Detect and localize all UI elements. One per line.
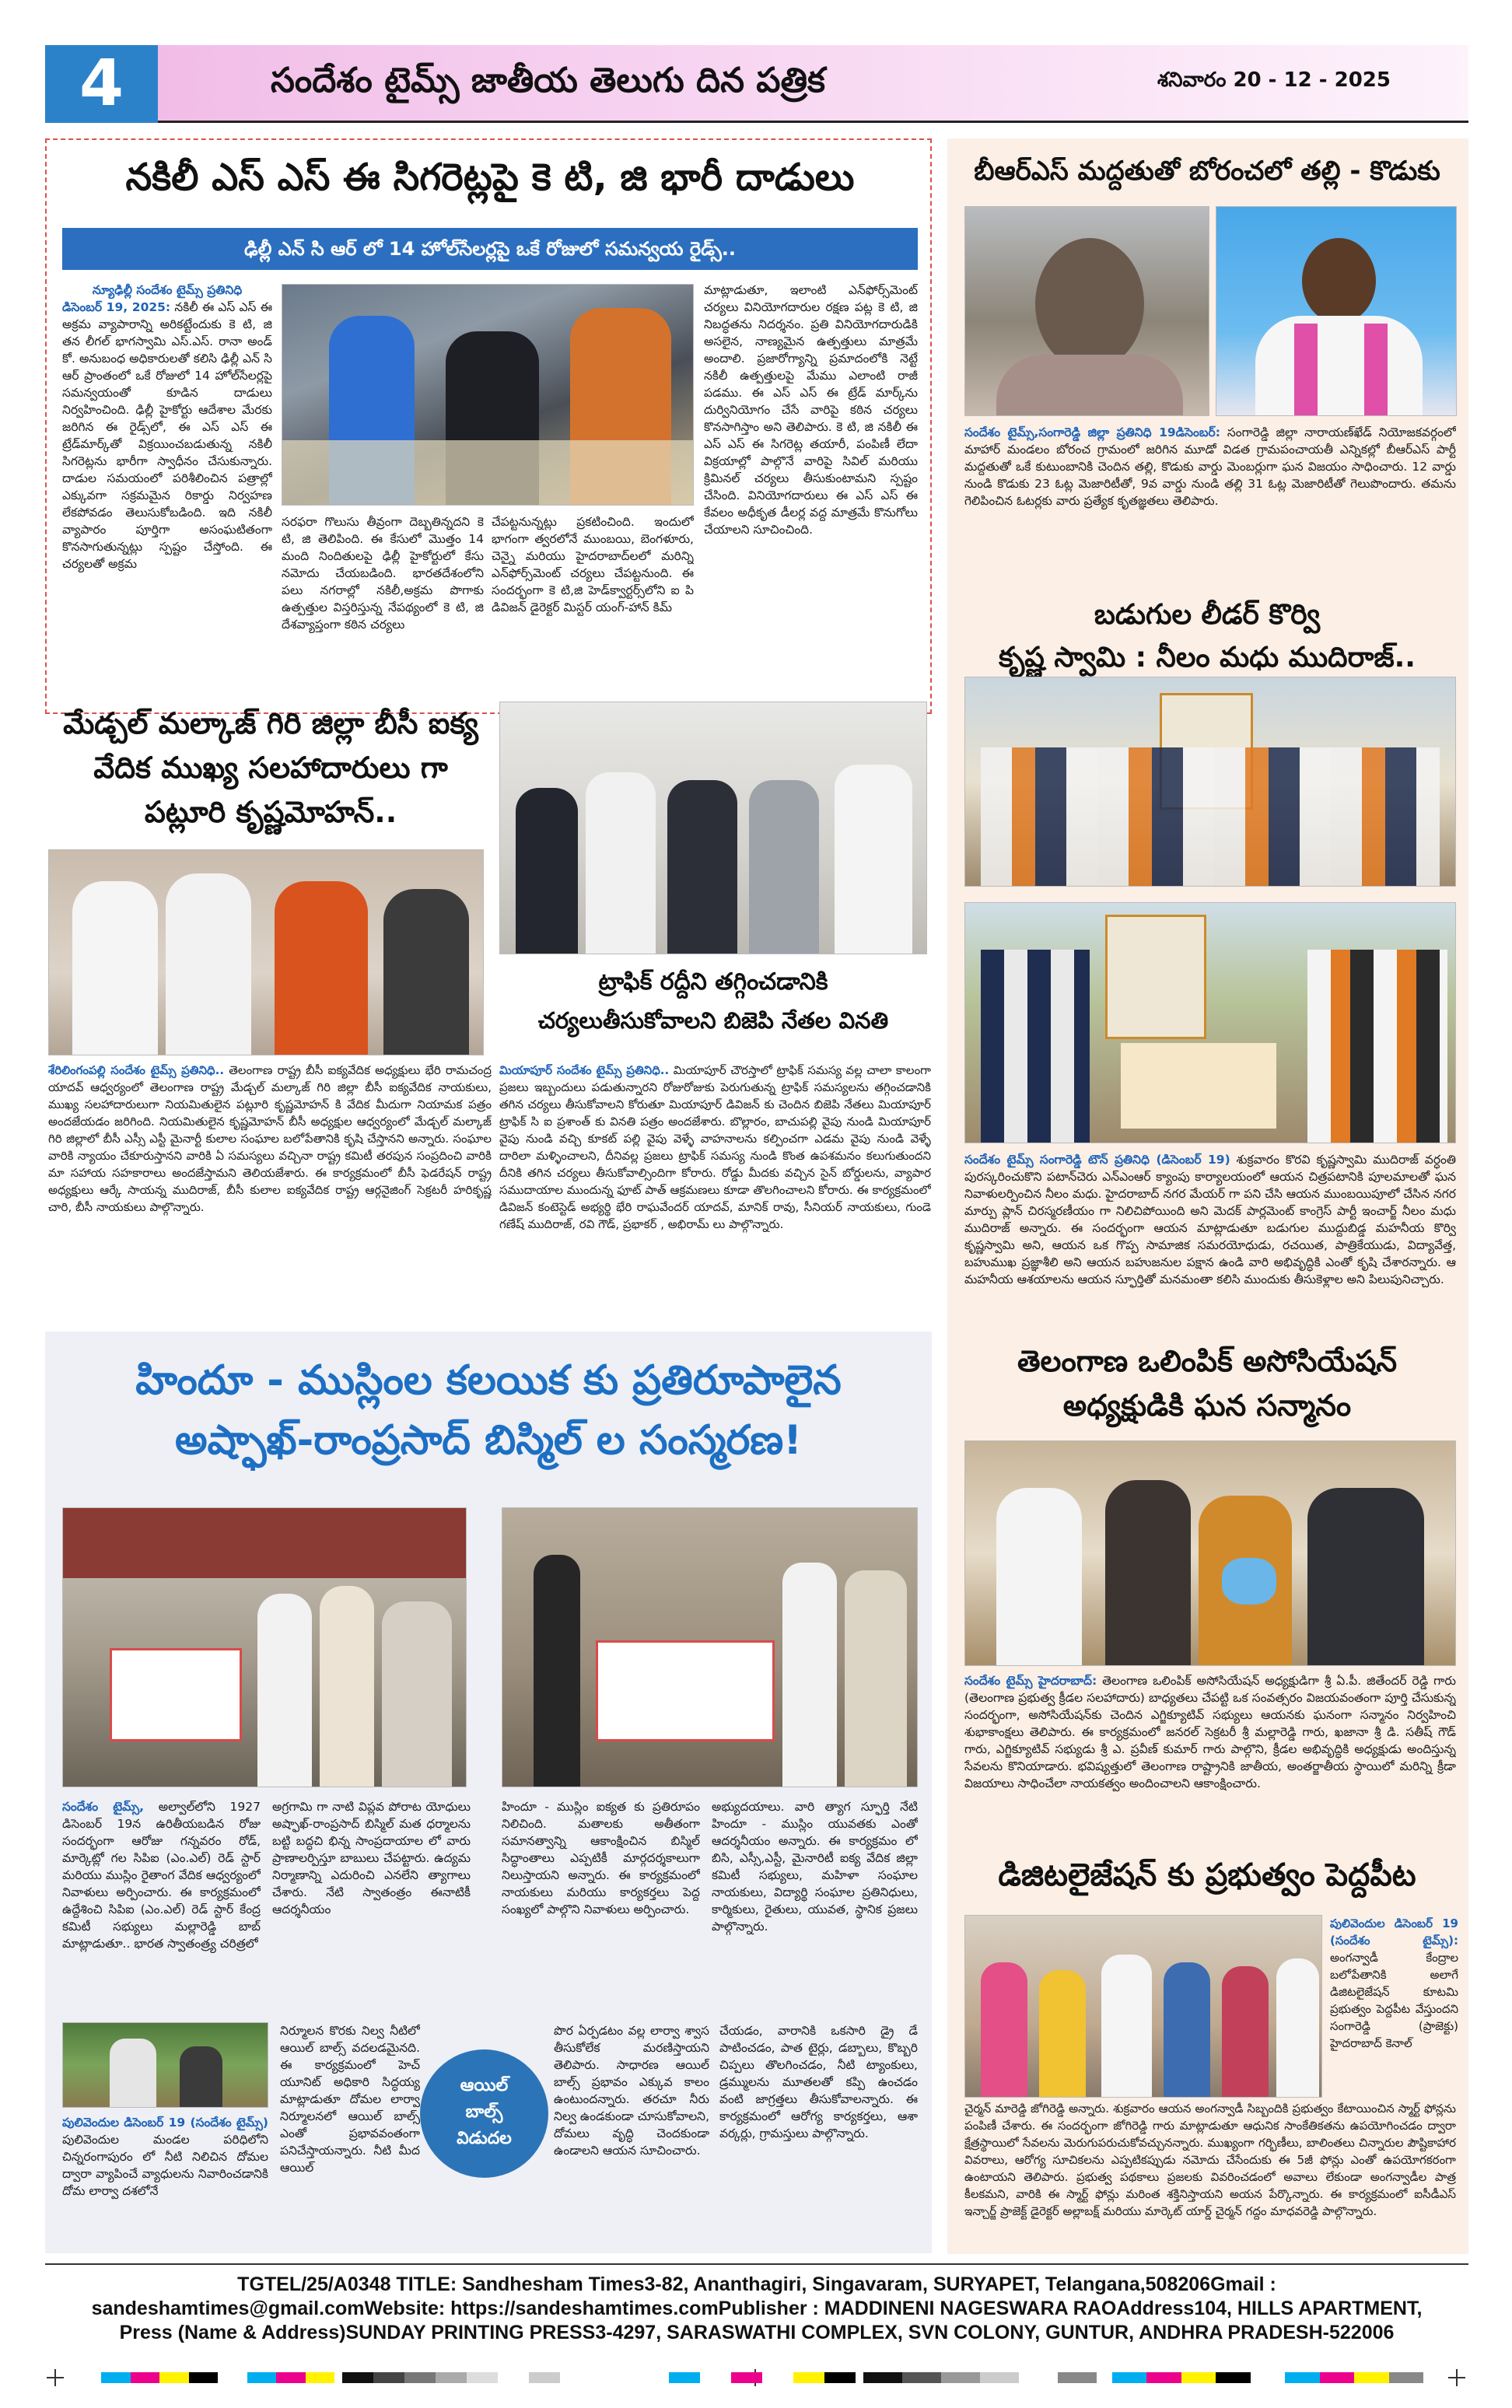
brs-headline: బీఆర్ఎస్ మద్దతుతో బోరంచలో తల్లి - కొడుకు xyxy=(974,156,1440,187)
digital-headline: డిజిటలైజేషన్ కు ప్రభుత్వం పెద్దపీట xyxy=(998,1857,1416,1893)
color-strip-left xyxy=(101,2372,334,2383)
gray-strip-center xyxy=(863,2372,1097,2383)
olympic-body xyxy=(964,1672,1456,1839)
medchal-dateline: శేరిలింగంపల్లి సందేశం టైమ్స్ ప్రతినిధి.. xyxy=(48,1063,225,1077)
brs-body-text: సంగారెడ్డి జిల్లా నారాయణ్‌ఖేడ్ నియోజకవర్గంలో మాహార్ మండలం బోరంచ గ్రామంలో జరిగిన మూడో విడత గ్రామపంచాయతీ ఎన్నికల్లో బీఆర్ఎస్ పార్టీ మద్దతుతో ఒకే కుటుంబానికి చెందిన తల్లి, కొడుకు వార్డు మెంబర్లుగా ఘన విజయం సాధించారు. 12 వార్డు నుండి కొడుకు 23 ఓట్ల మెజారిటీతో, 9వ వార్డు నుండి తల్లి 31 ఓట్ల మెజారిటీతో గెలుపొందారు. తమను గెలిపించిన ఓటర్లకు వారు ప్రత్యేక కృతజ్ఞతలు తెలిపారు. xyxy=(964,425,1456,508)
color-strip-right xyxy=(1112,2372,1423,2383)
olympic-headline-1: తెలంగాణ ఒలింపిక్ అసోసియేషన్ xyxy=(1017,1344,1398,1378)
oil-badge-line-3: విడుదల xyxy=(457,2129,512,2148)
brs-dateline: సందేశం టైమ్స్,సంగారెడ్డి జిల్లా ప్రతినిధి 19డిసెంబర్: xyxy=(964,425,1220,439)
medchal-headline-2: వేదిక ముఖ్య సలహాదారులు గా xyxy=(93,751,448,785)
footer-line-2: sandeshamtimes@gmail.comWebsite: https://sandeshamtimes.comPublisher : MADDINENI NAGESWARA RAOAddress104, HILLS APARTMENT, xyxy=(91,2298,1423,2319)
krishna-headline-1: బడుగుల లీడర్ కొర్వి xyxy=(1094,599,1321,631)
traffic-body xyxy=(499,1062,931,1373)
krishna-body xyxy=(964,1151,1456,1338)
cigarette-dateline: న్యూఢిల్లీ సందేశం టైమ్స్ ప్రతినిధి xyxy=(92,283,243,297)
brs-mother-photo xyxy=(964,206,1209,416)
footer-imprint xyxy=(45,2273,1468,2345)
oil-col-1: నిర్మూలన కొరకు నిల్వ నీటిలో ఆయిల్ బాల్స్ వదలడమైనది. ఈ కార్యక్రమంలో హెచ్ యూనిట్ అధికారి సిద్ధయ్య మాట్లాడుతూ దోమల లార్వా నిర్మూలనలో ఆయిల్ బాల్స్ ఎంతో ప్రభావవంతంగా పనిచేస్తాయన్నారు. నీటి మీద ఆయిల్ xyxy=(280,2024,420,2175)
color-strip-center xyxy=(669,2372,856,2383)
medchal-body-text: తెలంగాణ రాష్ట్ర బీసీ ఐక్యవేదిక అధ్యక్షులు భేరి రామచంద్ర యాదవ్ ఆధ్వర్యంలో తెలంగాణ రాష్ట్ర మేడ్చల్ మల్కాజ్ గిరి జిల్లా బీసీ ఐక్యవేదిక నాయకులు, ముఖ్య సలహాదారులుగా నియమితులైన పట్లూరి కృష్ణమోహన్ కి వేదిక మీదుగా నియామక పత్రం అందజేయడం జరిగింది. నియమితులైన కృష్ణమోహన్ బీసీ అధ్యక్షుల ఆధ్వర్యంలో మేడ్చల్ మల్కాజ్ గిరి జిల్లాలో బీసీ ఎస్సీ ఎస్టీ మైనార్టీ కులాల సంఘాల బలోపేతానికి కృషి చేస్తానని అన్నారు. సంఘాల వారికి న్యాయం చేకూరుస్తానని వారికి ఏ సమస్యలు వచ్చినా రాష్ట్ర కమిటీ తరపున సంప్రదించి వారికి మా సహాయ సహకారాలు అందజేస్తామని తెలియజేశారు. ఈ కార్యక్రమంలో బీసీ ఫెడరేషన్ రాష్ట్ర అధ్యక్షులు ఆర్కే సాయన్న ముదిరాజ్, బీసీ కులాల ఐక్యవేదిక రాష్ట్ర ఆర్గనైజింగ్ సెక్రటరీ హరికృష్ణ చారి, బీసీ నాయకులు పాల్గొన్నారు. xyxy=(48,1063,492,1214)
olympic-body-text: తెలంగాణ ఒలింపిక్ అసోసియేషన్ అధ్యక్షుడిగా శ్రీ ఏ.పీ. జితేందర్ రెడ్డి గారు (తెలంగాణ ప్రభుత్వ క్రీడల సలహాదారు) బాధ్యతలు చేపట్టి ఒక సంవత్సరం విజయవంతంగా పూర్తి చేసుకున్న సందర్భంగా, అసోసియేషన్‌కు చెందిన ఎగ్జిక్యూటివ్ సభ్యులు ఆయనకు ఘనంగా సన్మానం నిర్వహించి శుభాకాంక్షలు తెలిపారు. ఈ కార్యక్రమంలో జనరల్ సెక్రటరీ శ్రీ మల్లారెడ్డి గారు, ఖజానా శ్రీ డి. సతీష్ గౌడ్ గారు, ఎగ్జిక్యూటివ్ సభ్యుడు శ్రీ ఎ. ప్రవీణ్ కుమార్ గారు పాల్గొని, క్రీడల అభివృద్ధికి అధ్యక్షుడు అందిస్తున్న సేవలను కొనియాడారు. భవిష్యత్తులో తెలంగాణ రాష్ట్రానికి జాతీయ, అంతర్జాతీయ స్థాయిలో మరిన్ని క్రీడా విజయాలు సాధించేలా నాయకత్వం అందించాలని ఆకాంక్షించారు. xyxy=(964,1674,1456,1790)
cigarette-date: డిసెంబర్ 19, 2025: xyxy=(62,300,171,314)
traffic-dateline: మియాపూర్ సందేశం టైమ్స్ ప్రతినిధి.. xyxy=(499,1063,670,1077)
footer-line-1: TGTEL/25/A0348 TITLE: Sandhesham Times3-82, Ananthagiri, Singavaram, SURYAPET, Telangana,508206Gmail : xyxy=(237,2273,1276,2295)
cigarette-col-3: చేపట్టనున్నట్లు ప్రకటించింది. ఇందులో భాగంగా త్వరలోనే ముంబయి, బెంగళూరు, చెన్నై మరియు హైదరాబాద్‌లలో మరిన్ని ఎన్‌ఫోర్స్‌మెంట్ చర్యలు చేపట్టనుంది. ఈ సందర్భంగా కె టి,జి హెడ్‌క్వార్టర్స్‌లోని ఐ పి డివిజన్ డైరెక్టర్ మిస్టర్ యంగ్-హాన్ కిమ్ xyxy=(492,515,694,614)
cigarette-col-1 xyxy=(62,282,272,686)
cigarette-col-4: మాట్లాడుతూ, ఇలాంటి ఎన్‌ఫోర్స్‌మెంట్ చర్యలు వినియోగదారుల రక్షణ పట్ల కె టి, జి నిబద్ధతను నిదర్శనం. ప్రతి వినియోగదారుడికి అసలైన, నాణ్యమైన ఉత్పత్తులు మాత్రమే అందాలి. ప్రజారోగ్యాన్ని ప్రమాదంలోకి నెట్టే నకిలీ ఉత్పత్తులపై మేము ఎలాంటి రాజీ పడము. ఈ ఎస్ ఎస్ ఈ ట్రేడ్ మార్క్‌ను దుర్వినియోగం చేసే వారిపై కఠిన చర్యలు కొనసాగిస్తాం అని తెలిపారు. కె టి, జి నకిలీ ఈ ఎస్ ఎస్ ఈ సిగరెట్ల తయారీ, పంపిణీ లేదా విక్రయాల్లో పాల్గొనే వారిపై సివిల్ మరియు క్రిమినల్ చర్యలు తీసుకుంటామని స్పష్టం చేసింది. వినియోగదారులు ఈ ఎస్ ఎస్ ఈ కేవలం అధీకృత డీలర్ల వద్ద మాత్రమే కొనుగోలు చేయాలని సూచించింది. xyxy=(704,283,918,537)
olympic-headline-2: అధ్యక్షుడికి ఘన సన్మానం xyxy=(1062,1388,1352,1423)
registration-mark-left xyxy=(47,2369,64,2386)
paper-date: శనివారం 20 - 12 - 2025 xyxy=(1157,68,1391,92)
oil-balls-photo xyxy=(62,2022,268,2108)
footer-rule xyxy=(45,2263,1468,2265)
krishna-tribute-photo-1 xyxy=(964,677,1456,887)
bismil-col-1-text: అల్వాల్‌లోని 1927 డిసెంబర్ 19న ఉరితీయబడిన రోజు సందర్భంగా ఆరోజు గన్నవరం రోడ్, మార్కెట్లో గల సిపిఐ (ఎం.ఎల్) రెడ్ స్టార్ మరియు ముస్లిం రైతాంగ వేదిక ఆధ్వర్యంలో నివాళులు అర్పించారు. ఈ కార్యక్రమంలో ఉద్దేశించి సిపిఐ (ఎం.ఎల్) రెడ్ స్టార్ కేంద్ర కమిటీ సభ్యులు మల్లారెడ్డి బాబ్ మాట్లాడుతూ.. భారత స్వాతంత్ర్య చరిత్రలో xyxy=(62,1800,261,1951)
digital-dateline: పులివెందుల డిసెంబర్ 19 (సందేశం టైమ్స్): xyxy=(1330,1916,1458,1948)
oil-dateline: పులివెందుల డిసెంబర్ 19 (సందేశం టైమ్స్) xyxy=(62,2116,268,2130)
bismil-photo-1 xyxy=(62,1507,467,1787)
traffic-body-text: మియాపూర్ చౌరస్తాలో ట్రాఫిక్ సమస్య వల్ల చాలా కాలంగా ప్రజలు ఇబ్బందులు పడుతున్నారని రోజురోజుకు పెరుగుతున్న ట్రాఫిక్ సమస్యలను తగ్గించడానికి తగిన చర్యలు తీసుకోవాలని కోరుతూ మియాపూర్ డివిజన్ కు చెందిన బిజెపి నేతలు మియాపూర్ ట్రాఫిక్ సి ఐ ప్రశాంత్ కు వినతి పత్రం అందజేశారు. బొల్లారం, బాచుపల్లి వైపు నుండి మియాపూర్ వైపు నుండి వచ్చి కూకట్ పల్లి వైపు వెళ్ళే వాహనాలను కల్పించగా ఎడమ వైపు నుండి వెళ్ళే దారిలా మళ్ళించాలని, దీనివల్ల ప్రజలు ట్రాఫిక్ సమస్య నుండి కొంత ఉపశమనం కలుగుతుందని దీనికి తగిన చర్యలు తీసుకోవాల్సిందిగా కోరారు. రోడ్డు మీదకు వచ్చిన సైన్ బోర్డులను, వ్యాపార సముదాయాల ముందున్న ఫూట్ పాత్ ఆక్రమణలు కూడా తొలగించాలని కోరారు. ఈ కార్యక్రమంలో డివిజన్ కంటెస్టెడ్ అభ్యర్థి భేరి రాఘవేందర్ యాదవ్, మానిక్ రావు, సీనియర్ నాయకులు, గుండె గణేష్ ముదిరాజ్, రవి గౌడ్, ప్రభాకర్ , అభిరామ్ లు పాల్గొన్నారు. xyxy=(499,1063,931,1231)
gray-strip-left xyxy=(342,2372,560,2383)
oil-col-2: పొర ఏర్పడటం వల్ల లార్వా శ్వాస తీసుకోలేక మరణిస్తాయని తెలిపారు. సాధారణ ఆయిల్ బాల్స్ ప్రభావం ఎక్కువ కాలం ఉంటుందన్నారు. తరచూ నీరు నిల్వ ఉండకుండా చూసుకోవాలని, దోమలు వృద్ధి చెందకుండా ఉండాలని ఆయన సూచించారు. xyxy=(554,2024,709,2158)
cigarette-col-2: సరఫరా గొలుసు తీవ్రంగా దెబ్బతిన్నదని కె టి, జి తెలిపింది. ఈ కేసులో మొత్తం 14 మంది నిందితులపై ఢిల్లీ హైకోర్టులో కేసు నమోదు చేయబడింది. భారతదేశంలోని పలు నగరాల్లో నకిలీ,అక్రమ పొగాకు ఉత్పత్తుల విస్తరిస్తున్న నేపథ్యంలో కె టి, జి దేశవ్యాప్తంగా కఠిన చర్యలు xyxy=(282,515,484,632)
page-number-box: 4 xyxy=(45,45,158,123)
cigarette-raid-photo xyxy=(282,284,694,506)
medchal-photo xyxy=(48,849,484,1055)
krishna-tribute-photo-2 xyxy=(964,902,1456,1143)
bismil-headline-1: హిందూ - ముస్లింల కలయిక కు ప్రతిరూపాలైన xyxy=(135,1357,842,1404)
krishna-dateline: సందేశం టైమ్స్ సంగారెడ్డి టౌన్ ప్రతినిధి (డిసెంబర్ 19) xyxy=(964,1153,1230,1167)
digital-side-body xyxy=(1330,1915,1458,2098)
medchal-headline-3: పట్లూరి కృష్ణమోహన్.. xyxy=(144,795,397,829)
registration-mark-right xyxy=(1448,2369,1465,2386)
oil-badge-line-2: బాల్స్ xyxy=(465,2102,503,2122)
olympic-photo xyxy=(964,1440,1456,1666)
traffic-headline-2: చర్యలుతీసుకోవాలని బిజెపి నేతల వినతి xyxy=(537,1007,889,1034)
brs-son-photo xyxy=(1216,206,1457,416)
cigarette-headline: నకిలీ ఎస్ ఎస్ ఈ సిగరెట్లపై కె టి, జి భారీ దాడులు xyxy=(125,156,855,199)
digital-body: చైర్మన్ మారెడ్డి జోగిరెడ్డి అన్నారు. శుక్రవారం ఆయన అంగన్వాడీ సిబ్బందికి ప్రభుత్వం కేటాయించిన స్మార్ట్ ఫోన్లను పంపిణీ చేశారు. ఈ సందర్భంగా జోగిరెడ్డి గారు మాట్లాడుతూ ఆధునిక సాంకేతికతను ఉపయోగించడం ద్వారా క్షేత్రస్థాయిలో సేవలను మెరుగుపరుచుకోవచ్చునన్నారు. ముఖ్యంగా గర్భిణీలు, బాలింతలు చిన్నారుల పౌష్టికాహార వివరాలు, ఆరోగ్య సూచికలను ఎప్పటికప్పుడు నమోదు చేసేందుకు ఈ 5జీ ఫోన్లు ఎంతో ఉపయోగకరంగా ఉంటాయని తెలిపారు. ప్రభుత్వ పథకాలు ప్రజలకు వివరించడంలో అవాలు లేకుండా అంగన్వాడీల పాత్ర కీలకమని, వారికి ఈ స్మార్ట్ ఫోన్లు మరింత శక్తినిస్తాయని అయన పేర్కొన్నారు. ఈ కార్యక్రమంలో ఐసీడీఎస్ ఇన్చార్జ్ ప్రాజెక్ట్ డైరెక్టర్ అల్లాబక్ష్ మరియు మార్కెట్ యార్డ్ చైర్మన్ గద్దం మాధవరెడ్డి పాల్గొన్నారు. xyxy=(964,2102,1456,2218)
oil-left-body xyxy=(62,2114,268,2246)
bismil-headline-2: అష్ఫాఖ్-రాంప్రసాద్ బిస్మిల్ ల సంస్మరణ! xyxy=(175,1417,802,1464)
cigarette-subhead-bar: ఢిల్లీ ఎన్ సి ఆర్ లో 14 హోల్‌సేలర్లపై ఒకే రోజులో సమన్వయ రైడ్స్.. xyxy=(62,228,918,270)
traffic-headline-1: ట్రాఫిక్ రద్దీని తగ్గించడానికి xyxy=(598,968,828,996)
traffic-photo xyxy=(499,702,927,954)
cigarette-col-1-text: నకిలీ ఈ ఎస్ ఎస్ ఈ అక్రమ వ్యాపారాన్ని అరికట్టేందుకు కె టి, జి తన లీగల్ భాగస్వామి ఎస్.ఎస్. రానా అండ్ కో. అనుబంధ అధికారులతో కలిసి ఢిల్లీ ఎన్ సి ఆర్ ప్రాంతంలో ఒకే రోజులో 14 హోల్‌సేలర్లపై సమన్వయంతో కూడిన దాడులు నిర్వహించింది. ఢిల్లీ హైకోర్టు ఆదేశాల మేరకు జరిగిన ఈ రైడ్స్‌లో, ఈ ఎస్ ఎస్ ఈ ట్రేడ్‌మార్క్‌తో విక్రయించబడుతున్న నకిలీ సిగరెట్లను భారీగా స్వాధీనం చేసుకున్నారు. దాడుల సమయంలో పరిశీలించిన పత్రాల్లో ఎక్కువగా సక్రమమైన రికార్డు నిర్వహణ లేకపోవడం తెలుసుకోబడింది. ఇది నకిలీ వ్యాపారం పూర్తిగా అసంఘటితంగా కొనసాగుతున్నట్లు స్పష్టం చేస్తోంది. ఈ చర్యలతో అక్రమ xyxy=(62,300,272,571)
bismil-col-2: అగ్రగామి గా నాటి విప్లవ పోరాట యోధులు అష్ఫాఖ్-రాంప్రసాద్ బిస్మిల్ మత ధర్మాలను బట్టి బద్ధచి భిన్న సాంప్రదాయాల లో వారు ప్రాణాలర్పిస్తూ బాబులు చేపట్టారు. ఉద్యమ నిర్మాణాన్ని ఎదురించి ఎనలేని త్యాగాలు చేశారు. నేటి స్వాతంత్రం ఈనాటికీ ఆదర్శనీయం xyxy=(272,1800,471,1916)
oil-balls-badge xyxy=(420,2049,548,2178)
brs-body xyxy=(964,424,1456,579)
bismil-photo-2 xyxy=(502,1507,918,1787)
masthead xyxy=(45,45,1468,123)
oil-badge-line-1: ఆయిల్ xyxy=(460,2076,509,2095)
bismil-col-1 xyxy=(62,1798,261,2008)
krishna-headline-2: కృష్ణ స్వామి : నీలం మధు ముదిరాజ్.. xyxy=(999,642,1416,674)
olympic-dateline: సందేశం టైమ్స్ హైదరాబాద్: xyxy=(964,1674,1097,1688)
digital-photo xyxy=(964,1915,1322,2098)
oil-col-3: చేయడం, వారానికి ఒకసారి డ్రై డే పాటించడం, పాత టైర్లు, డబ్బాలు, కొబ్బరి చిప్పలు తొలగించడం, నీటి ట్యాంకులు, డ్రమ్ములను మూతలతో కప్పి ఉంచడం వంటి జాగ్రత్తలు తీసుకోవాలన్నారు. ఈ కార్యక్రమంలో ఆరోగ్య కార్యకర్తలు, ఆశా వర్కర్లు, గ్రామస్తులు పాల్గొన్నారు. xyxy=(719,2024,918,2140)
footer-line-3: Press (Name & Address)SUNDAY PRINTING PRESS3-4297, SARASWATHI COMPLEX, SVN COLONY, GUNTUR, ANDHRA PRADESH-522006 xyxy=(119,2322,1395,2343)
bismil-dateline: సందేశం టైమ్స్, xyxy=(62,1800,145,1814)
paper-title: సందేశం టైమ్స్ జాతీయ తెలుగు దిన పత్రిక xyxy=(271,61,825,100)
medchal-headline-1: మేడ్చల్ మల్కాజ్ గిరి జిల్లా బీసీ ఐక్య xyxy=(63,706,478,740)
oil-left-text: పులివెందుల మండల పరిధిలోని చిన్నరంగాపురం లో నీటి నిలిచిన దోమల ద్వారా వ్యాపించే వ్యాధులను నివారించడానికి దోమ లార్వా దశలోనే xyxy=(62,2133,268,2198)
krishna-body-text: శుక్రవారం కొరవి కృష్ణస్వామి ముదిరాజ్ వర్ధంతి పురస్కరించుకొని పటాన్‌చెరు ఎన్‌ఎంఆర్ క్యాంపు కార్యాలయంలో ఆయన చిత్రపటానికి పూలమాలతో ఘన నివాళులర్పించిన నీలం మధు. హైదరాబాద్ నగర మేయర్ గా పని చేసి ఆయన ముంబయిపూలో చేసిన నగర మార్పు ప్లాన్ చిరస్మరణీయం గా నిలిచిపోయింది అని మెదక్ పార్లమెంట్ కాంగ్రెస్ పార్టీ ఇంచార్జ్ నీలం మధు ముదిరాజ్ అన్నారు. ఈ సందర్భంగా ఆయన మాట్లాడుతూ బడుగుల ముద్దుబిడ్డ మహనీయ కొర్వి కృష్ణస్వామి అని, ఆయన ఒక గొప్ప సామాజిక సమరయోధుడు, రచయిత, పాత్రికేయుడు, విద్యావేత్త, బహుముఖ ప్రజ్ఞాశీలి అని ఆయన బహుజనుల పక్షాన ఉండి వారి అభివృద్ధికి ఎంతో కృషి చేశారన్నారు. ఆ మహనీయ ఆశయాలను ఆయన స్ఫూర్తితో మనమంతా కలిసి ముందుకు తీసుకెళ్లాల అని పిలుపునిచ్చారు. xyxy=(964,1153,1456,1286)
medchal-body xyxy=(48,1062,492,1373)
bismil-col-4: అభ్యుదయాలు. వారి త్యాగ స్ఫూర్తి నేటి హిందూ - ముస్లిం యువతకు ఎంతో ఆదర్శనీయం అన్నారు. ఈ కార్యక్రమం లో బిసి, ఎస్సీ,ఎస్టీ, మైనారిటీ ఐక్య వేదిక జిల్లా కమిటీ సభ్యులు, మహిళా సంఘాల నాయకులు, విద్యార్థి సంఘాల ప్రతినిధులు, కార్మికులు, రైతులు, యువత, స్థానిక ప్రజలు పాల్గొన్నారు. xyxy=(712,1800,918,1934)
bismil-col-3: హిందూ - ముస్లిం ఐక్యత కు ప్రతిరూపం నిలిచింది. మతాలకు అతీతంగా సమానత్వాన్ని ఆకాంక్షించిన బిస్మిల్ సిద్ధాంతాలు ఎప్పటికీ మార్గదర్శకాలుగా నిలుస్తాయని అన్నారు. ఈ కార్యక్రమంలో నాయకులు మరియు కార్యకర్తలు పెద్ద సంఖ్యలో పాల్గొని నివాళులు అర్పించారు. xyxy=(502,1800,700,1916)
digital-side-text: అంగన్వాడీ కేంద్రాల బలోపేతానికి అలాగే డిజిటలైజేషన్ కూటమి ప్రభుత్వం పెద్దపీట వేస్తుందని సంగారెడ్డి (ప్రాజెక్టు) హైదరాబాద్ కెనాల్ xyxy=(1330,1951,1458,2050)
